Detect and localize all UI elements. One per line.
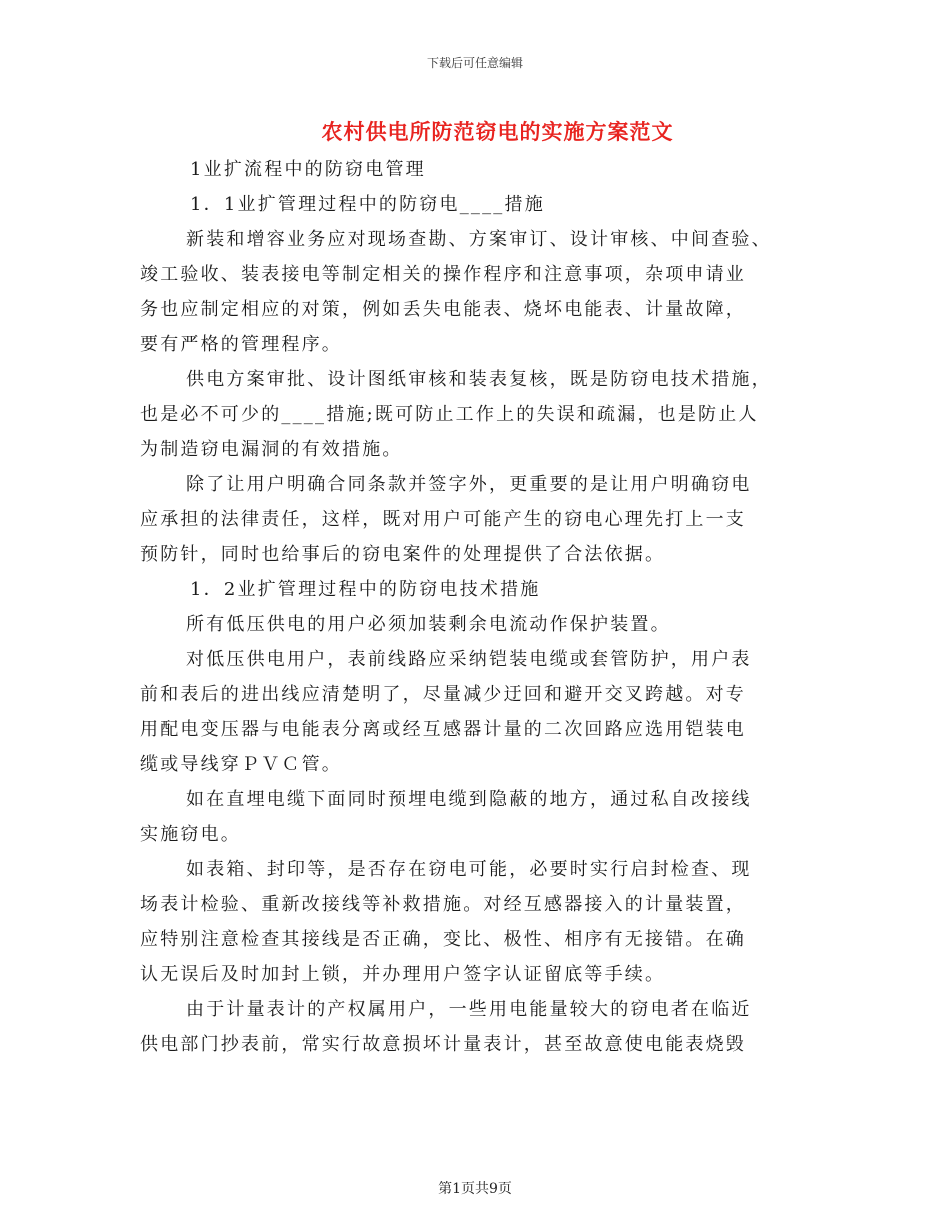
paragraph-line: 缆或导线穿ＰＶＣ管。 <box>140 754 342 775</box>
paragraph-line: 由于计量表计的产权属用户，一些用电能量较大的窃电者在临近 <box>186 999 752 1020</box>
paragraph-line: 应特别注意检查其接线是否正确，变比、极性、相序有无接错。在确 <box>140 929 746 950</box>
paragraph-line: 预防针，同时也给事后的窃电案件的处理提供了合法依据。 <box>140 544 666 565</box>
paragraph-line: 场表计检验、重新改接线等补救措施。对经互感器接入的计量装置， <box>140 894 746 915</box>
paragraph-line: 前和表后的进出线应清楚明了，尽量减少迂回和避开交叉跨越。对专 <box>140 684 746 705</box>
paragraph-line: 供电方案审批、设计图纸审核和装表复核，既是防窃电技术措施， <box>186 369 772 390</box>
paragraph-line: 除了让用户明确合同条款并签字外，更重要的是让用户明确窃电 <box>186 474 752 495</box>
page-number: 第1页共9页 <box>438 1181 512 1197</box>
paragraph-line: 竣工验收、装表接电等制定相关的操作程序和注意事项，杂项申请业 <box>140 264 746 285</box>
document-body <box>140 152 810 1062</box>
paragraph-line: 务也应制定相应的对策，例如丢失电能表、烧坏电能表、计量故障， <box>140 299 746 320</box>
paragraph-line: 如表箱、封印等，是否存在窃电可能，必要时实行启封检查、现 <box>186 859 752 880</box>
paragraph-line: 应承担的法律责任，这样，既对用户可能产生的窃电心理先打上一支 <box>140 509 746 530</box>
paragraph-line: 供电部门抄表前，常实行故意损坏计量表计，甚至故意使电能表烧毁 <box>140 1034 746 1055</box>
document-title: 农村供电所防范窃电的实施方案范文 <box>321 119 674 144</box>
paragraph-line: 认无误后及时加封上锁，并办理用户签字认证留底等手续。 <box>140 964 666 985</box>
paragraph-line: 新装和增容业务应对现场查勘、方案审订、设计审核、中间查验、 <box>186 229 772 250</box>
subsection-heading: 1．1业扩管理过程中的防窃电____措施 <box>190 194 545 215</box>
paragraph-line: 要有严格的管理程序。 <box>140 334 342 355</box>
header-note: 下载后可任意编辑 <box>426 56 523 70</box>
paragraph-line: 为制造窃电漏洞的有效措施。 <box>140 439 403 460</box>
subsection-heading: 1．2业扩管理过程中的防窃电技术措施 <box>190 579 541 600</box>
paragraph-line: 实施窃电。 <box>140 824 241 845</box>
paragraph-line: 所有低压供电的用户必须加装剩余电流动作保护装置。 <box>186 614 671 635</box>
paragraph-line: 对低压供电用户，表前线路应采纳铠装电缆或套管防护，用户表 <box>186 649 752 670</box>
paragraph-line: 如在直埋电缆下面同时预埋电缆到隐蔽的地方，通过私自改接线 <box>186 789 752 810</box>
paragraph-line: 也是必不可少的____措施;既可防止工作上的失误和疏漏，也是防止人 <box>140 404 759 425</box>
section-heading: 1业扩流程中的防窃电管理 <box>190 159 426 180</box>
paragraph-line: 用配电变压器与电能表分离或经互感器计量的二次回路应选用铠装电 <box>140 719 746 740</box>
